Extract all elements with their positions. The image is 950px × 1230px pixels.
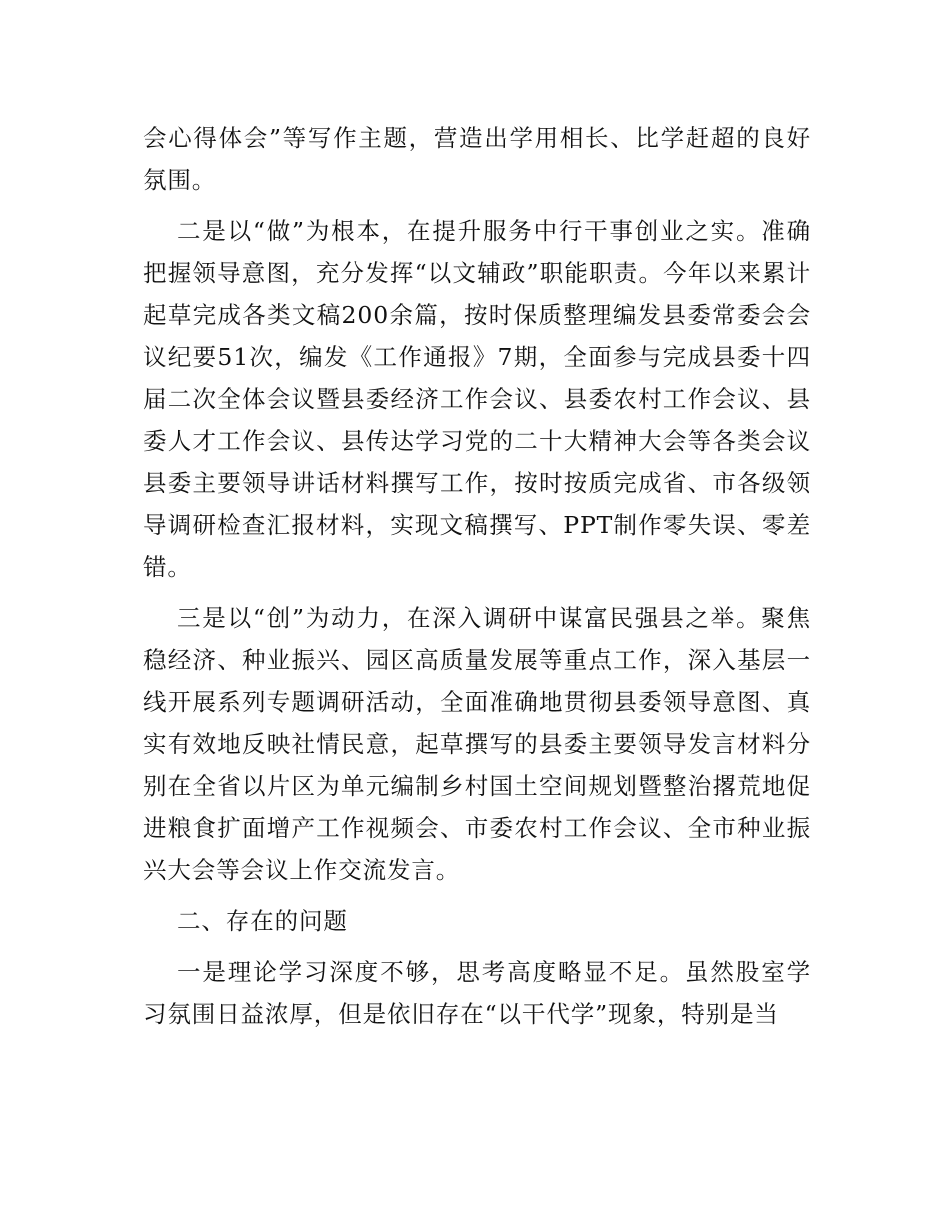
paragraph-zuo: 二是以“做”为根本，在提升服务中行干事创业之实。准确把握领导意图，充分发挥“以文辅政”职能职责。今年以来累计起草完成各类文稿200余篇，按时保质整理编发县委常委会会议纪要51次，编发《工作通报》7期，全面参与完成县委十四届二次全体会议暨县委经济工作会议、县委农村工作会议、县委人才工作会议、县传达学习党的二十大精神大会等各类会议县委主要领导讲话材料撰写工作，按时按质完成省、市各级领导调研检查汇报材料，实现文稿撰写、PPT制作零失误、零差错。	[143, 217, 811, 581]
paragraph-chuang: 三是以“创”为动力，在深入调研中谋富民强县之举。聚焦稳经济、种业振兴、园区高质量发展等重点工作，深入基层一线开展系列专题调研活动，全面准确地贯彻县委领导意图、真实有效地反映社情民意，起草撰写的县委主要领导发言材料分别在全省以片区为单元编制乡村国土空间规划暨整治撂荒地促进粮食扩面增产工作视频会、市委农村工作会议、全市种业振兴大会等会议上作交流发言。	[143, 604, 811, 884]
section-heading-problems: 二、存在的问题	[177, 907, 348, 935]
paragraph-theory-study: 一是理论学习深度不够，思考高度略显不足。虽然股室学习氛围日益浓厚，但是依旧存在“以干代学”现象，特别是当	[143, 958, 811, 1028]
document-body	[143, 117, 811, 1044]
paragraph-continuation: 会心得体会”等写作主题，营造出学用相长、比学赶超的良好氛围。	[143, 124, 811, 194]
